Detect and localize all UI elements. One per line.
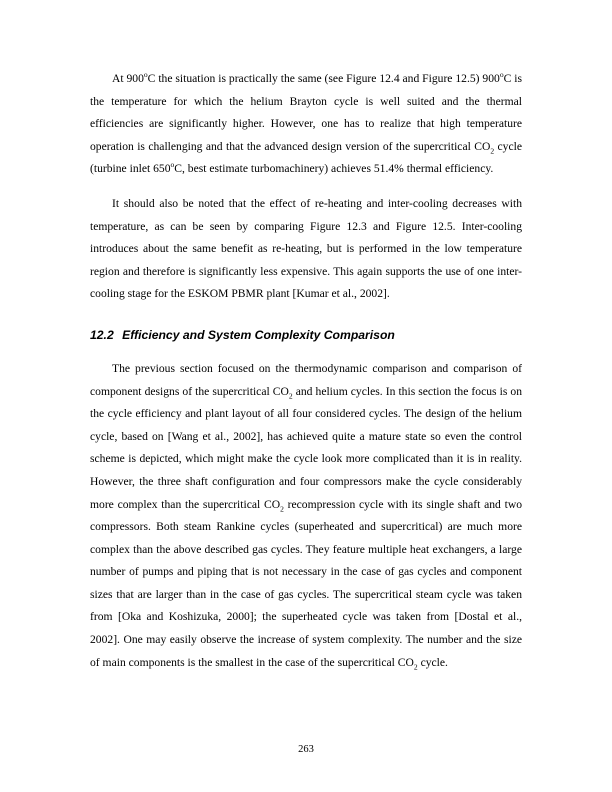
intro-paragraphs [90,68,522,306]
section-title: Efficiency and System Complexity Comparison [122,327,395,342]
text-run: o [170,160,175,170]
page-body [90,68,522,674]
text-run: and helium cycles. In this section the focus is on the cycle efficiency and plant layout of all four considered cycles. The design of the helium cycle, based on [Wang et al., 2002], has achieved quite a mature state so even the control scheme is depicted, which might make the cycle look more complicated than it is in reality. However, the three shaft configuration and four compressors make the cycle considerably more complex than the supercritical CO [90,384,522,511]
section-heading [90,326,522,344]
text-run: cycle (turbine inlet 650 [90,139,522,176]
paragraph [90,193,522,306]
section-number: 12.2 [90,327,114,342]
text-run: recompression cycle with its single shaft and two compressors. Both steam Rankine cycles (superheated and supercritical) are much more complex than the above described gas cycles. They feature multiple heat exchangers, a large number of pumps and piping that is not necessary in the case of gas cycles and component sizes that are larger than in the case of gas cycles. The supercritical steam cycle was taken from [Oka and Koshizuka, 2000]; the superheated cycle was taken from [Dostal et al., 2002]. One may easily observe the increase of system complexity. The number and the size of main components is the smallest in the case of the supercritical CO [90,497,522,669]
section-paragraphs [90,358,522,674]
text-run: C the situation is practically the same (see Figure 12.4 and Figure 12.5) 900 [147,72,500,85]
text-run: 2 [280,503,284,513]
text-run: C is the temperature for which the helium Brayton cycle is well suited and the thermal efficiencies are significantly higher. However, one has to realize that high temperature operation is challenging and that the advanced design version of the supercritical CO [90,72,522,153]
text-run: It should also be noted that the effect of re-heating and inter-cooling decreases with temperature, as can be seen by comparing Figure 12.3 and Figure 12.5. Inter-cooling introduces about the same benefit as re-heating, but is performed in the low temperature region and therefore is significantly less expensive. This again supports the use of one inter-cooling stage for the ESKOM PBMR plant [Kumar et al., 2002]. [90,196,522,301]
text-run: At 900 [112,72,144,85]
text-run: cycle. [417,655,448,669]
text-run: 2 [288,390,293,400]
paragraph [90,358,522,674]
paragraph [90,68,522,181]
text-run: C, best estimate turbomachinery) achieves 51.4% thermal efficiency. [174,162,494,176]
text-run: 2 [413,661,418,671]
text-run: o [499,70,504,80]
text-run: The previous section focused on the thermodynamic comparison and comparison of component designs of the supercritical CO [90,361,522,398]
page-number: 263 [298,744,314,755]
text-run: o [143,70,148,80]
text-run: 2 [490,146,495,156]
